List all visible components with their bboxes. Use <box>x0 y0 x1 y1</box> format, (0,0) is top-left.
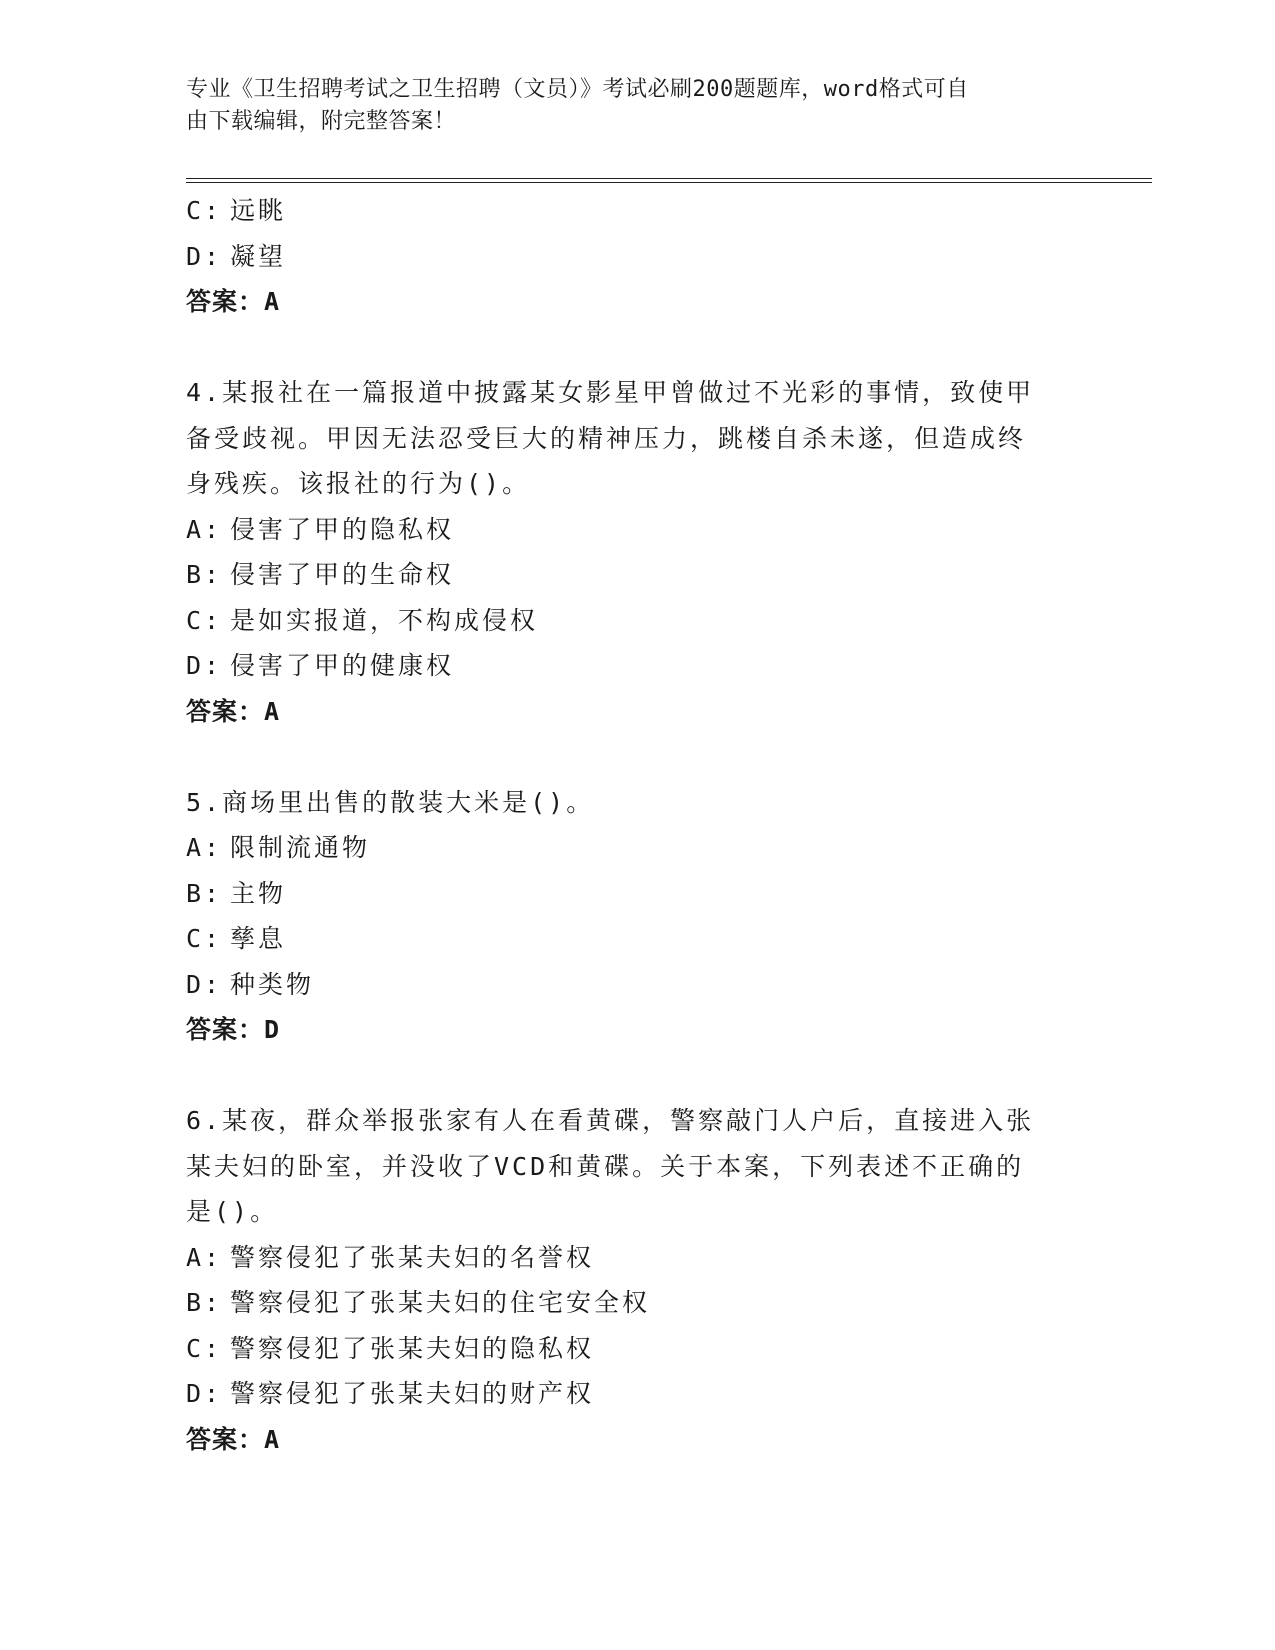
option-label: C: <box>186 196 223 225</box>
option-text: 侵害了甲的隐私权 <box>230 514 455 544</box>
answer: 答案：A <box>186 287 281 316</box>
option-c <box>186 188 1086 234</box>
question-stem-line: 是()。 <box>186 1197 279 1226</box>
option-label: D: <box>186 969 223 999</box>
question-stem-line: 5.商场里出售的散装大米是()。 <box>186 787 595 817</box>
question-stem-line: 6.某夜，群众举报张家有人在看黄碟，警察敲门人户后，直接进入张 <box>186 1106 1035 1135</box>
question-stem-line: 身残疾。该报社的行为()。 <box>186 469 531 498</box>
spacer <box>186 1053 1086 1099</box>
header-line-1: 专业《卫生招聘考试之卫生招聘（文员）》考试必刷200题题库，word格式可自 <box>186 77 969 102</box>
header-rule-bottom <box>186 182 1152 183</box>
option-d <box>186 643 1086 689</box>
option-text: 侵害了甲的健康权 <box>230 651 455 680</box>
option-label: C: <box>186 605 223 635</box>
answer: 答案：A <box>186 696 281 726</box>
option-text: 限制流通物 <box>230 833 371 862</box>
header-line-2: 由下载编辑，附完整答案！ <box>186 109 457 134</box>
option-text: 种类物 <box>230 969 315 999</box>
question-5 <box>186 780 1086 1053</box>
option-b <box>186 552 1086 598</box>
option-label: A: <box>186 514 223 544</box>
question-stem-line: 某夫妇的卧室，并没收了VCD和黄碟。关于本案，下列表述不正确的 <box>186 1151 1025 1181</box>
option-c <box>186 598 1086 644</box>
option-a <box>186 825 1086 871</box>
option-d <box>186 962 1086 1008</box>
option-text: 警察侵犯了张某夫妇的住宅安全权 <box>230 1288 651 1317</box>
question-4 <box>186 370 1086 734</box>
question-3 <box>186 188 1086 325</box>
question-6 <box>186 1098 1086 1462</box>
option-label: C: <box>186 924 223 953</box>
spacer <box>186 734 1086 780</box>
option-d <box>186 234 1086 280</box>
option-label: B: <box>186 1288 223 1317</box>
spacer <box>186 325 1086 371</box>
option-d <box>186 1371 1086 1417</box>
option-label: C: <box>186 1333 223 1363</box>
option-label: A: <box>186 1242 223 1272</box>
option-c <box>186 1326 1086 1372</box>
option-label: D: <box>186 651 223 680</box>
document-header <box>186 74 1066 138</box>
option-c <box>186 916 1086 962</box>
option-text: 警察侵犯了张某夫妇的财产权 <box>230 1379 595 1408</box>
option-b <box>186 871 1086 917</box>
header-rule-top <box>186 178 1152 179</box>
option-text: 凝望 <box>230 241 287 271</box>
option-text: 远眺 <box>230 196 287 225</box>
question-stem-line: 4.某报社在一篇报道中披露某女影星甲曾做过不光彩的事情，致使甲 <box>186 378 1035 407</box>
option-text: 侵害了甲的生命权 <box>230 560 455 589</box>
option-a <box>186 1235 1086 1281</box>
option-label: B: <box>186 878 223 908</box>
option-text: 是如实报道，不构成侵权 <box>230 605 539 635</box>
option-label: D: <box>186 1379 223 1408</box>
question-list <box>186 188 1086 1462</box>
option-text: 孳息 <box>230 924 287 953</box>
option-text: 主物 <box>230 878 287 908</box>
answer: 答案：A <box>186 1424 281 1454</box>
option-label: A: <box>186 833 223 862</box>
option-text: 警察侵犯了张某夫妇的隐私权 <box>230 1333 595 1363</box>
option-b <box>186 1280 1086 1326</box>
option-label: D: <box>186 241 223 271</box>
option-label: B: <box>186 560 223 589</box>
question-stem-line: 备受歧视。甲因无法忍受巨大的精神压力，跳楼自杀未遂，但造成终 <box>186 423 1027 453</box>
option-text: 警察侵犯了张某夫妇的名誉权 <box>230 1242 595 1272</box>
option-a <box>186 507 1086 553</box>
answer: 答案：D <box>186 1015 281 1044</box>
